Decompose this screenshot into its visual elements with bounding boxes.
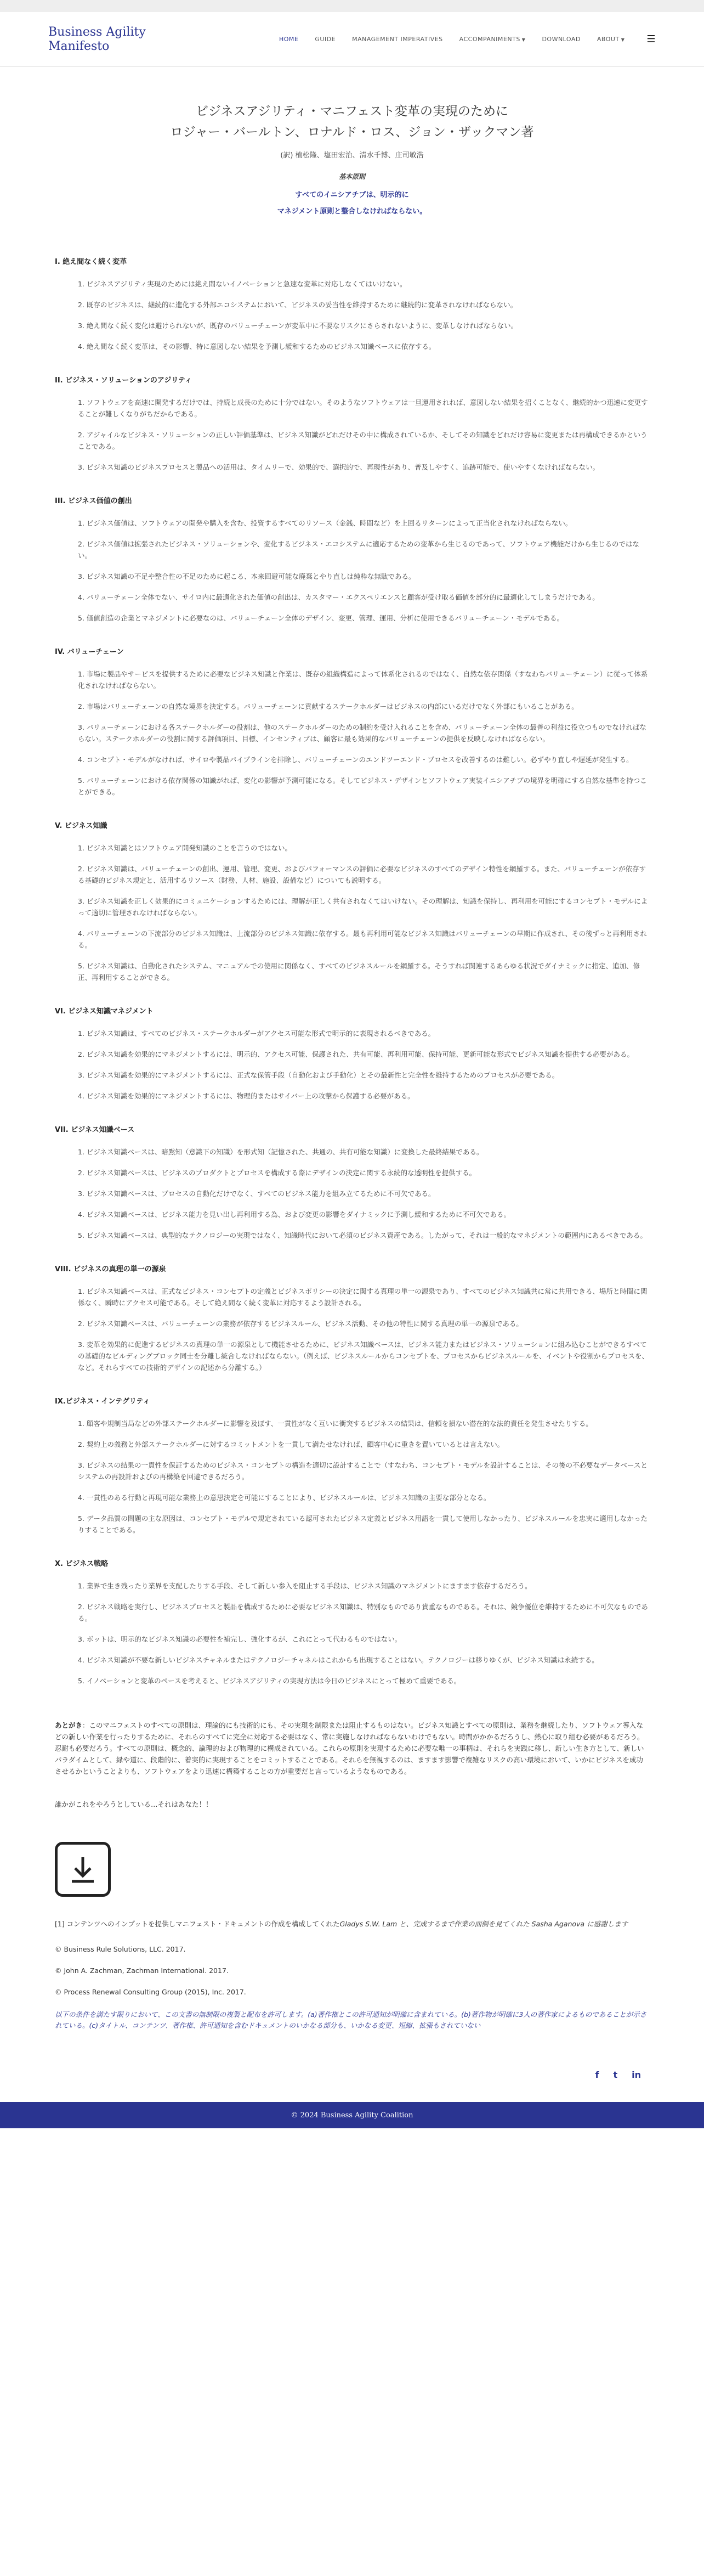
principle-item: 4. バリューチェーンの下流部分のビジネス知識は、上流部分のビジネス知識に依存する。最も再利用可能なビジネス知識はバリューチェーンの早期に作成され、その後ずっと再利用される。 [78, 929, 647, 949]
social-links [0, 2031, 704, 2096]
principle-item: 2. ビジネス知識ベースは、バリューチェーンの業務が依存するビジネスルール、ビジネス活動、その他の特性に関する真理の単一の源泉である。 [78, 1320, 523, 1328]
page-title: ビジネスアジリティ・マニフェスト変革の実現のために [196, 104, 508, 119]
principle-item: 3. ビジネス知識の不足や整合性の不足のために起こる、本来回避可能な廃棄とやり直しは純粋な無駄である。 [78, 572, 416, 580]
manifesto-header [0, 67, 704, 217]
closing-line: 誰かがこれをやろうとしている…それはあなた！！ [55, 1800, 213, 1808]
principle-item: 1. 市場に製品やサービスを提供するために必要なビジネス知識と作業は、既存の組織構造によって体系化されるのではなく、自然な依存関係（すなわちバリューチェーン）に従って体系化されなければならない。 [78, 670, 648, 690]
principle-item: 3. 絶え間なく続く変化は避けられないが、既存のバリューチェーンが変革中に不要なリスクにさらされないように、変革しなければならない。 [78, 322, 518, 330]
principle-list [55, 1418, 649, 1536]
footer-text: © 2024 Business Agility Coalition [291, 2111, 413, 2120]
principle-item: 2. ビジネス戦略を実行し、ビジネスプロセスと製品を構成するために必要なビジネス知識は、特別なものであり貴重なものである。それは、競争優位を維持するために不可欠なものである。 [78, 1603, 648, 1622]
copyright-2: © John A. Zachman, Zachman International. 2017. [55, 1966, 229, 1975]
principle-item: 5. イノベーションと変革のペースを考えると、ビジネスアジリティの実現方法は今日のビジネスにとって極めて重要である。 [78, 1677, 461, 1685]
footnote-middle: と、完成するまで作業の面倒を見てくれた [397, 1920, 532, 1928]
principle-item: 3. ビジネスの結果の一貫性を保証するためのビジネス・コンセプトの構造を適切に設計することで（すなわち、コンセプト・モデルを設計することは、その後の不必要なデータベースとシステムの再設計およびの再構築を回避できるだろう。 [78, 1461, 648, 1481]
section-title: VII. ビジネス知識ベース [55, 1126, 135, 1134]
principle-item: 4. バリューチェーン全体でない、サイロ内に最適化された価値の創出は、カスタマー・エクスペリエンスと顧客が受け取る価値を部分的に最適化してしまうだけである。 [78, 593, 599, 601]
basic-principle-heading: 基本原則 [338, 173, 365, 181]
caret-down-icon: ▼ [621, 37, 625, 42]
sections [55, 256, 649, 1687]
facebook-icon[interactable]: f [595, 2070, 599, 2080]
copyright-3: © Process Renewal Consulting Group (2015), Inc. 2017. [55, 1988, 246, 1996]
principle-item: 1. ビジネス価値は、ソフトウェアの開発や購入を含む、投資するすべてのリソース（金銭、時間など）を上回るリターンによって正当化されなければならない。 [78, 519, 572, 527]
page-authors: ロジャー・バールトン、ロナルド・ロス、ジョン・ザックマン著 [170, 125, 534, 139]
principle-section [55, 256, 649, 352]
principle-item: 1. ビジネス知識ベースは、暗黙知（意識下の知識）を形式知（記憶された、共通の、共有可能な知識）に変換した最終結果である。 [78, 1148, 484, 1156]
principle-item: 3. ビジネス知識ベースは、プロセスの自動化だけでなく、すべてのビジネス能力を組み立てるために不可欠である。 [78, 1190, 435, 1198]
principle-item: 1. ビジネス知識は、すべてのビジネス・ステークホルダーがアクセス可能な形式で明示的に表現されるべきである。 [78, 1029, 435, 1038]
principle-section [55, 1263, 649, 1373]
principle-item: 5. バリューチェーンにおける依存関係の知識がれば、変化の影響が予測可能になる。そしてビジネス・デザインとソフトウェア実装イニシアチブの境界を明確にする自然な基準を持つことができる。 [78, 776, 647, 796]
principle-section [55, 820, 649, 983]
lead-line-1: すべてのイニシアチブは、明示的に [295, 191, 409, 199]
principle-item: 4. コンセプト・モデルがなければ、サイロや製品パイプラインを排除し、バリューチェーンのエンドツーエンド・プロセスを改善するのは難しい。必ずやり直しや遅延が発生する。 [78, 756, 633, 764]
nav-links [279, 33, 656, 45]
afterword-text: ：このマニフェストのすべての原則は、理論的にも技術的にも、その実現を制限または阻止するものはない。ビジネス知識とすべての原則は、業務を継続したり、ソフトウェア導入などの新しい作業を行ったりするために、それらのすべてに完全に対応する必要はなく、常に実施しなければならないわけでもない。時間がかかるだろうし、熱心に取り組む必要があるだろう。忍耐も必要だろう。すべての原則は、概念的、論理的および物理的に構成されている。これらの原則を実現するために必要な唯一の事柄は、それらを実践に移し、新しい生き方として、新しいパラダイムとして、縁や道に、段階的に、着実的に実現することをコミットすることである。それらを無視するのは、ますます影響で複雑なリスクの高い環境において、いかにビジネスを成功させるかということよりも、ソフトウェアをより迅速に構築することの方が重要だと言っているようなものである。 [55, 1721, 644, 1775]
principle-item: 4. ビジネス知識ベースは、ビジネス能力を見い出し再利用する為、および変更の影響をダイナミックに予測し緩和するために不可欠である。 [78, 1210, 511, 1219]
footnote-suffix: に感謝します [584, 1920, 628, 1928]
principle-list [55, 517, 649, 624]
principle-list [55, 1580, 649, 1687]
section-title: VI. ビジネス知識マネジメント [55, 1007, 154, 1016]
section-title: X. ビジネス戦略 [55, 1560, 109, 1568]
principle-item: 1. 顧客や規制当局などの外部ステークホルダーに影響を及ぼす、一貫性がなく互いに衝突するビジネスの結果は、信頼を損ない潜在的な法的責任を発生させたりする。 [78, 1419, 593, 1428]
principle-item: 5. ビジネス知識は、自動化されたシステム、マニュアルでの使用に関係なく、すべてのビジネスルールを網羅する。そうすれば関連するあらゆる状況でダイナミックに指定、追加、修正、再利用することができる。 [78, 962, 640, 982]
copyrights [55, 1945, 649, 1996]
principle-list [55, 278, 649, 352]
top-stripe [0, 0, 704, 12]
principle-item: 1. ビジネスアジリティ実現のためには絶え間ないイノベーションと急速な変革に対応しなくてはいけない。 [78, 280, 407, 288]
nav-accompaniments-label: ACCOMPANIMENTS [459, 36, 520, 43]
principle-section [55, 495, 649, 624]
principle-item: 2. ビジネス価値は拡張されたビジネス・ソリューションや、変化するビジネス・エコシステムに適応するための変革から生じるのであって、ソフトウェア機能だけから生じるのではない。 [78, 540, 640, 560]
principle-list [55, 397, 649, 473]
principle-item: 1. ビジネス知識ベースは、正式なビジネス・コンセプトの定義とビジネスポリシーの決定に関する真理の単一の源泉であり、すべてのビジネス知識共に常に共用できる、場所と時間に関係なく、瞬時にアクセス可能である。そして絶え間なく続く変革に対応するよう設計される。 [78, 1287, 648, 1307]
nav-about[interactable] [597, 36, 624, 43]
principle-item: 2. ビジネス知識を効果的にマネジメントするには、明示的、アクセス可能、保護された、共有可能、再利用可能、保持可能、更新可能な形式でビジネス知識を提供する必要がある。 [78, 1050, 634, 1058]
footnote-prefix: [1] コンテンツへのインプットを提供しマニフェスト・ドキュメントの作成を構成してくれた [55, 1920, 340, 1928]
translators: (訳) 植松隆、塩田宏治、清水千博、庄司敏浩 [280, 151, 424, 160]
section-title: II. ビジネス・ソリューションのアジリティ [55, 376, 192, 385]
footnote [55, 1919, 649, 1930]
principle-section [55, 646, 649, 798]
lead-line-2: マネジメント原則と整合しなければならない。 [277, 207, 427, 216]
principle-item: 3. 変革を効果的に促進するビジネスの真理の単一の源泉として機能させるために、ビジネス知識ベースは、ビジネス能力またはビジネス・ソリューションに組み込むことができるすべての基礎的なビルディングブロック同士を分離し統合しなければならない。（例えば、ビジネスルールからコンセプトを、プロセスからビジネスルールを、イベントや役割からプロセスを、など。それらすべての技術的デザインの記述から分離する。） [78, 1340, 649, 1372]
principle-item: 2. アジャイルなビジネス・ソリューションの正しい評価基準は、ビジネス知識がどれだけその中に構成されているか、そしてその知識をどれだけ容易に変更または再構成できるかということである。 [78, 431, 648, 450]
section-title: V. ビジネス知識 [55, 822, 107, 830]
principle-item: 4. 絶え間なく続く変革は、その影響、特に意図しない結果を予測し緩和するためのビジネス知識ベースに依存する。 [78, 342, 436, 351]
principle-item: 4. ビジネス知識が不要な新しいビジネスチャネルまたはテクノロジーチャネルはこれからも出現することはない。テクノロジーは移りゆくが、ビジネス知識は永続する。 [78, 1656, 599, 1664]
hamburger-icon[interactable]: ☰ [646, 33, 656, 45]
twitter-icon[interactable]: t [613, 2070, 618, 2080]
linkedin-icon[interactable]: in [632, 2070, 641, 2080]
section-title: III. ビジネス価値の創出 [55, 497, 132, 505]
section-title: IX.ビジネス・インテグリティ [55, 1397, 150, 1406]
principle-list [55, 842, 649, 983]
license-notice: 以下の条件を満たす限りにおいて、この文書の無制限の複製と配布を許可します。(a)著作権とこの許可通知が明確に含まれている。(b)著作物が明確に3人の著作家によるものであることが示されている。(c)タイトル、コンテンツ、著作権、許可通知を含むドキュメントのいかなる部分も、いかなる変更、短縮、拡張もされていない [55, 2010, 647, 2030]
principle-section [55, 1395, 649, 1536]
nav-about-label: ABOUT [597, 36, 620, 43]
afterword-label: あとがき [55, 1721, 83, 1729]
principle-item: 2. 既存のビジネスは、継続的に進化する外部エコシステムにおいて、ビジネスの妥当性を維持するために継続的に変革されなければならない。 [78, 301, 518, 309]
principle-item: 2. ビジネス知識ベースは、ビジネスのプロダクトとプロセスを構成する際にデザインの決定に関する永続的な透明性を提供する。 [78, 1169, 476, 1177]
principle-list [55, 1286, 649, 1373]
principle-item: 3. ビジネス知識を効果的にマネジメントするには、正式な保管手段（自動化および手動化）とその最新性と完全性を維持するためのプロセスが必要である。 [78, 1071, 559, 1079]
principle-item: 5. 価値創造の企業とマネジメントに必要なのは、バリューチェーン全体のデザイン、変更、管理、運用、分析に使用できるバリューチェーン・モデルである。 [78, 614, 564, 622]
principle-list [55, 668, 649, 798]
principle-item: 3. ビジネス知識のビジネスプロセスと製品への活用は、タイムリーで、効果的で、選択的で、再現性があり、普及しやすく、追跡可能で、使いやすくなければならない。 [78, 463, 600, 471]
section-title: IV. バリューチェーン [55, 648, 124, 656]
principle-list [55, 1028, 649, 1102]
principle-section [55, 374, 649, 473]
download-icon [67, 1854, 98, 1885]
nav-home[interactable]: HOME [279, 36, 299, 43]
navbar [0, 12, 704, 67]
nav-management-imperatives[interactable]: MANAGEMENT IMPERATIVES [352, 36, 443, 43]
principle-item: 1. ビジネス知識とはソフトウェア開発知識のことを言うのではない。 [78, 844, 292, 852]
principle-item: 2. 市場はバリューチェーンの自然な境界を決定する。バリューチェーンに貢献するステークホルダーはビジネスの内部にいるだけでなく外部にもいることがある。 [78, 702, 578, 711]
content [0, 256, 704, 2031]
download-button[interactable] [55, 1842, 111, 1897]
principle-item: 2. 契約上の義務と外部ステークホルダーに対するコミットメントを一貫して満たせなければ、顧客中心に重きを置いているとは言えない。 [78, 1440, 504, 1448]
caret-down-icon: ▼ [521, 37, 526, 42]
principle-item: 4. 一貫性のある行動と再現可能な業務上の意思決定を可能にすることにより、ビジネスルールは、ビジネス知識の主要な部分となる。 [78, 1493, 491, 1502]
footer [0, 2102, 704, 2128]
principle-item: 1. ソフトウェアを高速に開発するだけでは、持続と成長のために十分ではない。そのようなソフトウェアは一旦運用されれば、意図しない結果を招くことなく、継続的かつ迅速に変更することが難しくなりがちだからである。 [78, 398, 648, 418]
afterword [55, 1720, 649, 1777]
footnote-name-2: Sasha Aganova [531, 1920, 585, 1928]
section-title: VIII. ビジネスの真理の単一の源泉 [55, 1265, 166, 1273]
principle-item: 5. データ品質の問題の主な原因は、コンセプト・モデルで規定されている認可されたビジネス定義とビジネス用語を一貫して使用しなかったり、ビジネスルールを忠実に適用しなかったりすることである。 [78, 1514, 648, 1534]
principle-item: 1. 業界で生き残ったり業界を支配したりする手段、そして新しい参入を阻止する手段は、ビジネス知識のマネジメントにますます依存するだろう。 [78, 1582, 532, 1590]
copyright-1: © Business Rule Solutions, LLC. 2017. [55, 1945, 186, 1953]
site-logo[interactable]: Business Agility Manifesto [48, 25, 146, 53]
nav-accompaniments[interactable] [459, 36, 526, 43]
principle-section [55, 1558, 649, 1687]
principle-item: 3. ボットは、明示的なビジネス知識の必要性を補完し、強化するが、これにとって代わるものではない。 [78, 1635, 402, 1643]
principle-item: 5. ビジネス知識ベースは、典型的なテクノロジーの実現ではなく、知識時代において必須のビジネス資産である。したがって、それは一般的なマネジメントの範囲内にあるべきである。 [78, 1231, 647, 1239]
principle-section [55, 1124, 649, 1241]
footnote-name-1: Gladys S.W. Lam [339, 1920, 398, 1928]
section-title: I. 絶え間なく続く変革 [55, 258, 127, 266]
principle-item: 3. バリューチェーンにおける各ステークホルダーの役割は、他のステークホルダーのための制約を受け入れることを含め、バリューチェーン全体の最善の利益に役立つものでなければならない。ステークホルダーの役割に関する評価項目、目標、インセンティブは、顧客に最も効果的なバリューチェーンの提供を反映しなければならない。 [78, 723, 646, 743]
nav-download[interactable]: DOWNLOAD [542, 36, 581, 43]
principle-item: 3. ビジネス知識を正しく効果的にコミュニケーションするためには、理解が正しく共有されなくてはいけない。その理解は、知識を保持し、再利用を可能にするコンセプト・モデルによって適切に管理されなければならない。 [78, 897, 648, 917]
principle-list [55, 1146, 649, 1241]
principle-section [55, 1005, 649, 1102]
nav-guide[interactable]: GUIDE [315, 36, 336, 43]
principle-item: 4. ビジネス知識を効果的にマネジメントするには、物理的またはサイバー上の攻撃から保護する必要がある。 [78, 1092, 415, 1100]
principle-item: 2. ビジネス知識は、バリューチェーンの創出、運用、管理、変更、およびパフォーマンスの評価に必要なビジネスのすべてのデザイン特性を網羅する。また、バリューチェーンが依存する基礎的ビジネス規定と、活用するリソース（財務、人材、施設、設備など）についても説明する。 [78, 865, 646, 884]
